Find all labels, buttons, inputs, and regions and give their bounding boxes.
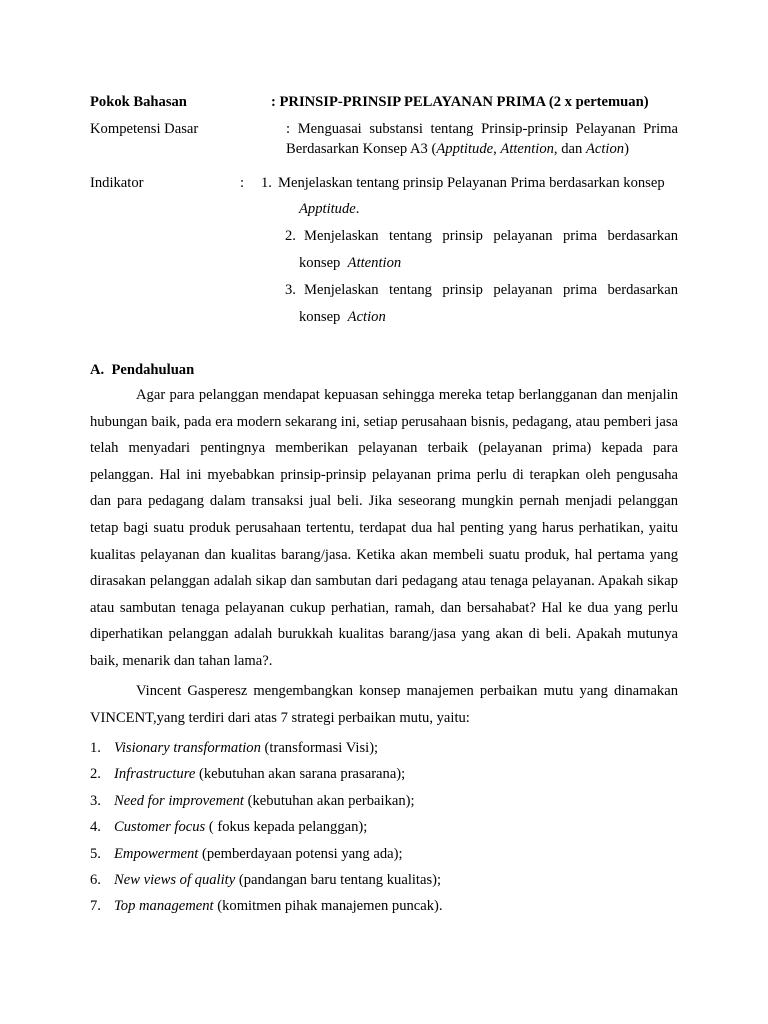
strategy-item: 7. Top management (komitmen pihak manajemen puncak).	[90, 898, 443, 915]
strategy-item: 4. Customer focus ( fokus kepada pelanggan);	[90, 819, 368, 836]
pendahuluan-paragraph-1-block	[90, 382, 678, 675]
indikator-item-2-num: 2.	[285, 228, 296, 244]
indikator-item-2-line2: konsep Attention	[299, 255, 402, 271]
strategy-item: 5. Empowerment (pemberdayaan potensi yang ada);	[90, 845, 403, 862]
indikator-item-1-num: 1.	[261, 175, 272, 191]
action-term: Action	[585, 141, 625, 157]
pendahuluan-paragraph-2: Vincent Gasperesz mengembangkan konsep manajemen perbaikan mutu yang dinamakan VINCENT,yang terdiri dari atas 7 strategi perbaikan mutu, yaitu:	[90, 683, 678, 726]
pokok-bahasan-label: Pokok Bahasan	[90, 94, 187, 110]
indikator-colon: :	[240, 175, 245, 191]
indikator-label: Indikator	[90, 175, 144, 191]
indikator-item-3-line2: konsep Action	[299, 309, 386, 325]
attention-term: Attention	[500, 141, 554, 157]
indikator-item-3-num: 3.	[285, 282, 296, 298]
strategy-item: 1. Visionary transformation (transformasi Visi);	[90, 740, 379, 756]
indikator-item-3-line1: Menjelaskan tentang prinsip pelayanan prima berdasarkan	[304, 282, 678, 298]
section-heading: A. Pendahuluan	[90, 362, 195, 378]
strategy-item: 2. Infrastructure (kebutuhan akan sarana prasarana);	[90, 766, 406, 783]
kompetensi-dasar-line1: : Menguasai substansi tentang Prinsip-prinsip Pelayanan Prima	[286, 121, 678, 137]
strategy-item: 6. New views of quality (pandangan baru tentang kualitas);	[90, 872, 442, 889]
pokok-bahasan-value: : PRINSIP-PRINSIP PELAYANAN PRIMA (2 x pertemuan)	[271, 94, 649, 110]
strategy-list	[90, 735, 678, 920]
pendahuluan-paragraph-2-block	[90, 678, 678, 731]
indikator-item-2-line1: Menjelaskan tentang prinsip pelayanan prima berdasarkan	[304, 228, 678, 244]
kompetensi-dasar-line2: Berdasarkan Konsep A3 (Apptitude, Attention, dan Action)	[286, 141, 629, 157]
pendahuluan-paragraph-1: Agar para pelanggan mendapat kepuasan sehingga mereka tetap berlangganan dan menjalin hubungan baik, pada era modern sekarang ini, setiap perusahaan bisnis, pedagang, atau pemberi jasa telah menyadari pentingnya memberikan pelayanan terbaik (pelayanan prima) kepada para pelanggan. Hal ini myebabkan prinsip-prinsip pelayanan prima perlu di terapkan oleh pengusaha dan para pedagang dalam transaksi jual beli. Jika seseorang mungkin pernah menjadi pelanggan tetap bagi suatu produk perusahaan tertentu, terdapat dua hal penting yang harus perhatikan, yaitu kualitas pelayanan dan kualitas barang/jasa. Ketika akan membeli suatu produk, hal pertama yang dirasakan pelanggan adalah sikap dan sambutan dari pedagang atau tenaga pelayanan. Apakah sikap atau sambutan tenaga pelayanan cukup perhatian, ramah, dan bersahabat? Hal ke dua yang perlu diperhatikan pelanggan adalah burukkah kualitas barang/jasa yang akan di beli. Apakah mutunya baik, menarik dan tahan lama?.	[90, 387, 678, 669]
apptitude-term: Apptitude	[436, 141, 494, 157]
kompetensi-dasar-label: Kompetensi Dasar	[90, 121, 199, 137]
strategy-item: 3. Need for improvement (kebutuhan akan perbaikan);	[90, 792, 415, 809]
indikator-item-1-line2: Apptitude.	[299, 201, 360, 217]
indikator-item-1-line1: Menjelaskan tentang prinsip Pelayanan Prima berdasarkan konsep	[278, 175, 665, 191]
